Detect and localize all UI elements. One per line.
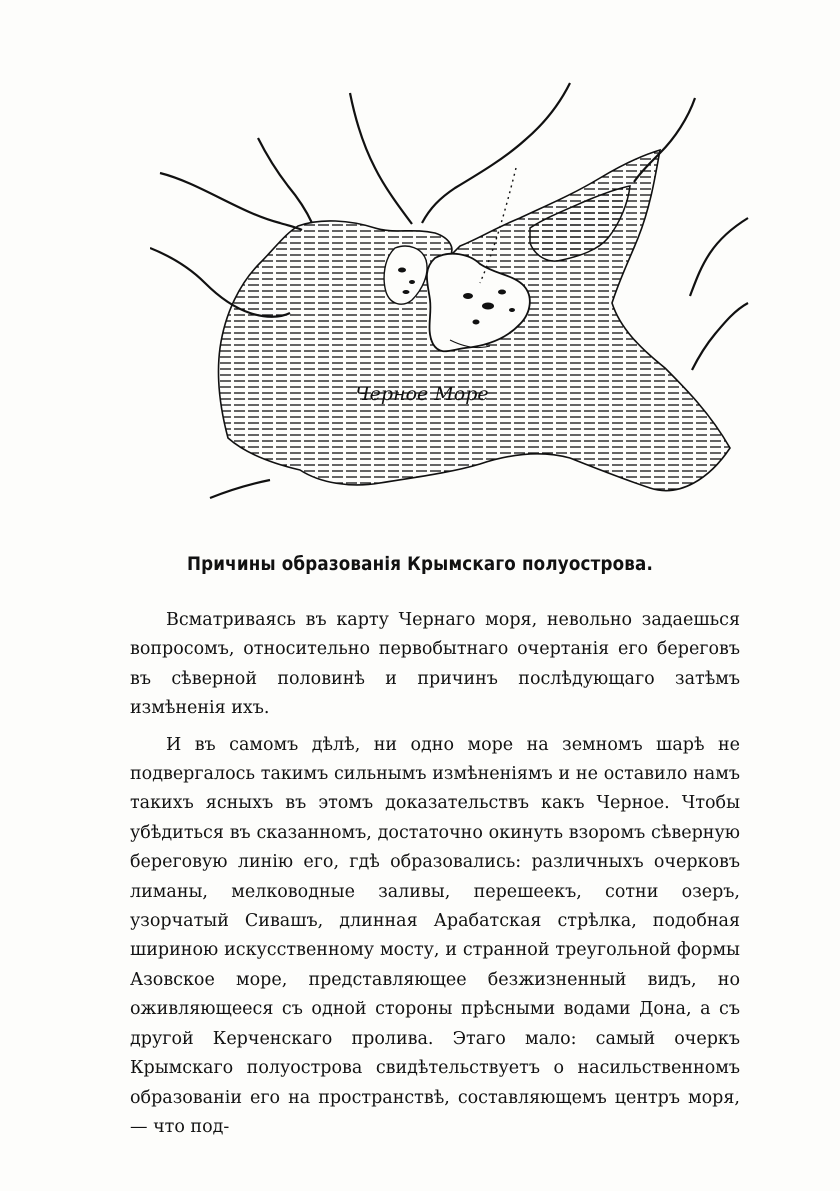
paragraph-2: И въ самомъ дѣлѣ, ни одно море на земномъ шарѣ не подвергалось такимъ сильнымъ измѣненіямъ и не оставило намъ такихъ ясныхъ въ этомъ доказательствъ какъ Черное. Чтобы убѣдиться въ сказанномъ, достаточно окинуть взоромъ сѣверную береговую линію его, гдѣ образовались: различныхъ очерковъ лиманы, мелководные заливы, перешеекъ, сотни озеръ, узорчатый Сивашъ, длинная Арабатская стрѣлка, подобная шириною искусственному мосту, и странной треугольной формы Азовское море, представляющее безжизненный видъ, но оживляющееся съ одной стороны прѣсными водами Дона, а съ другой Керченскаго пролива. Этаго мало: самый очеркъ Крымскаго полуострова свидѣтельствуетъ о насильственномъ образованіи его на пространствѣ, составляющемъ центръ моря, — что под- <box>130 734 740 1137</box>
paragraph-1: Всматриваясь въ карту Чернаго моря, невольно задаешься вопросомъ, относительно первобытнаго очертанія его береговъ въ сѣверной половинѣ и причинъ послѣдующаго затѣмъ измѣненія ихъ. <box>130 610 740 719</box>
black-sea-map <box>150 78 750 508</box>
body-text <box>130 606 740 1142</box>
sea-label: Черное Море <box>355 383 489 405</box>
section-heading: Причины образованія Крымскаго полуострова. <box>186 553 654 575</box>
